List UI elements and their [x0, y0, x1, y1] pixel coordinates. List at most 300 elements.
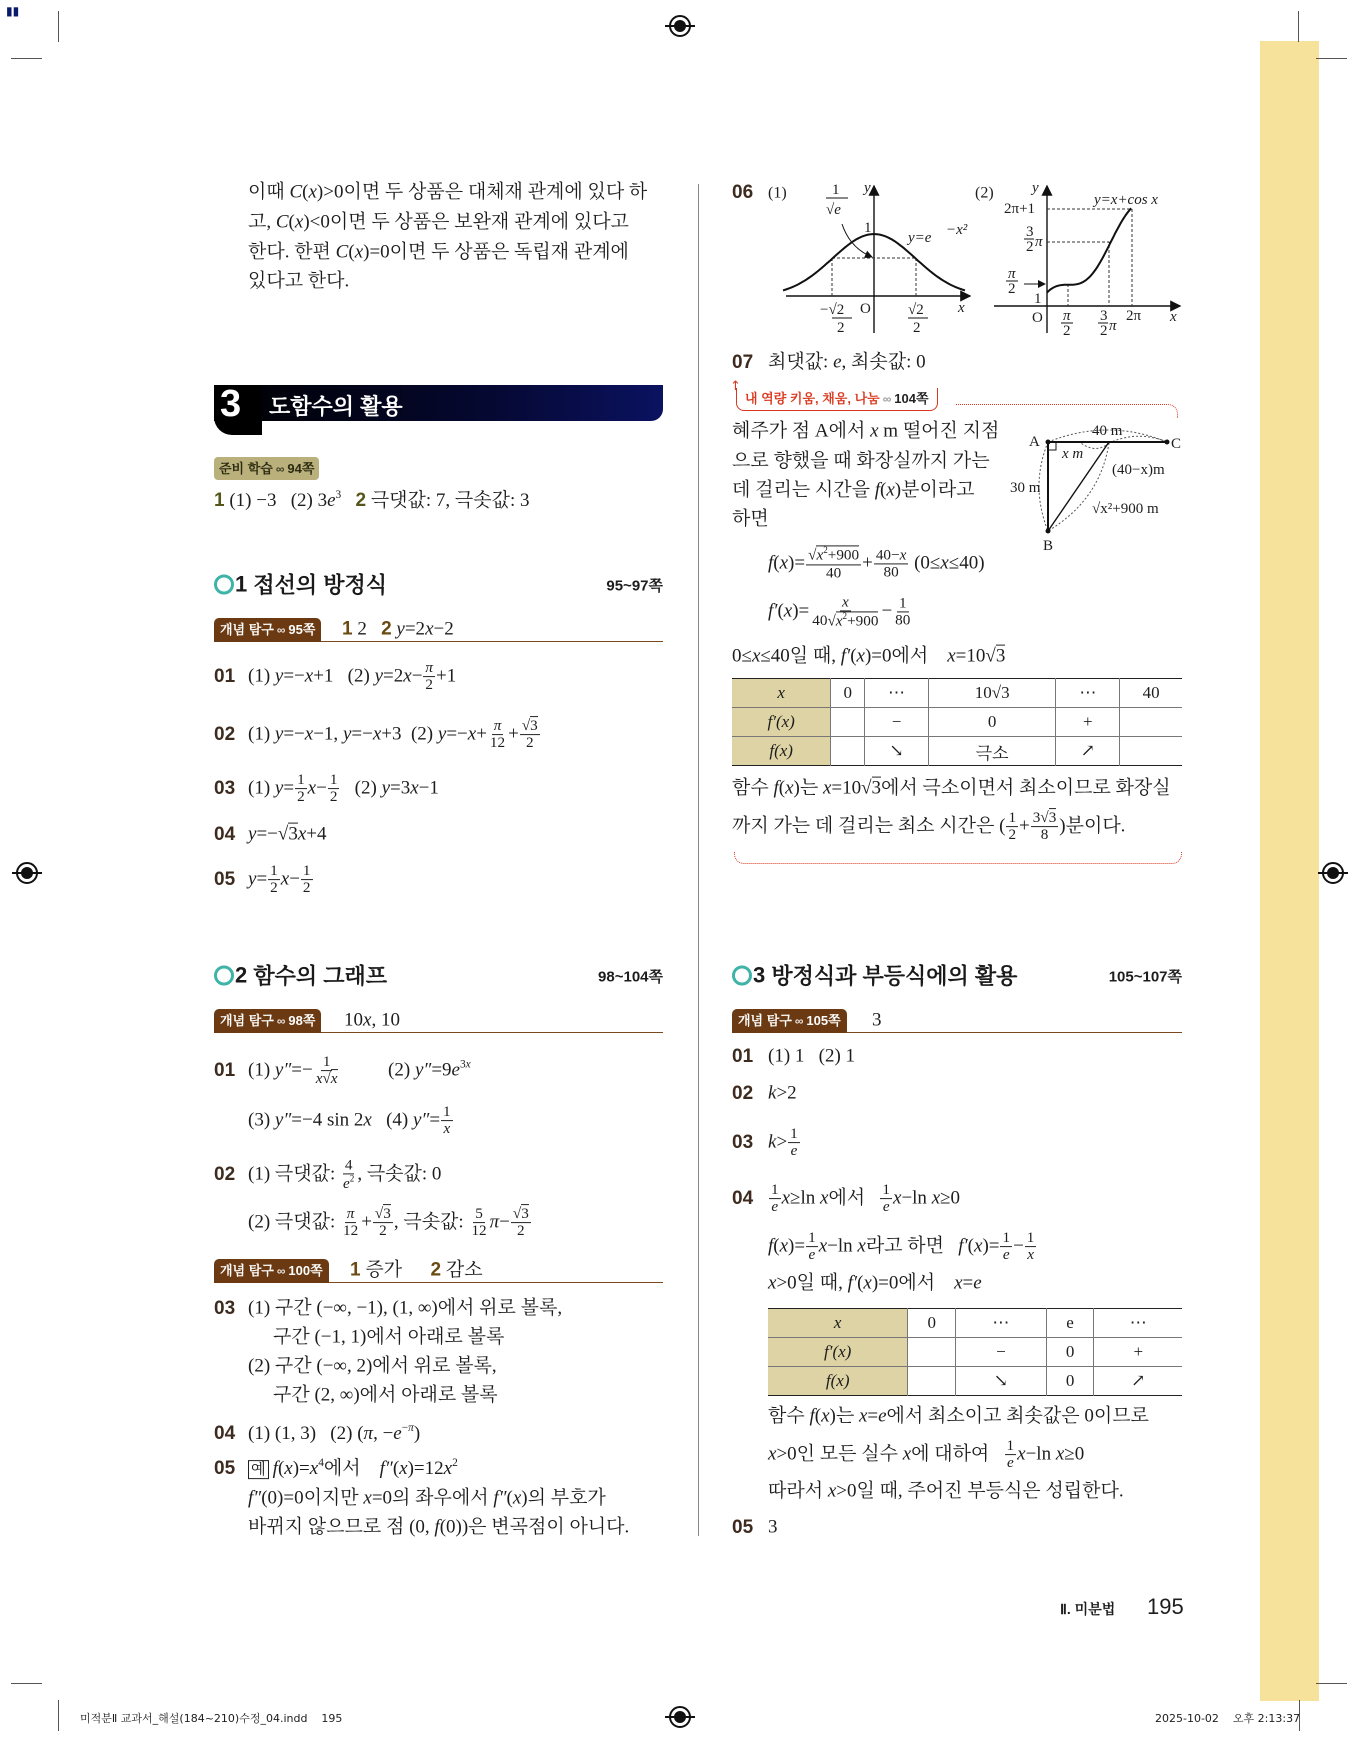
- section-heading: 1 접선의 방정식: [214, 569, 387, 600]
- math-text: 1: [1008, 809, 1017, 827]
- table-row: [768, 1338, 1182, 1367]
- svg-text:3: 3: [1100, 308, 1108, 324]
- item-answer: [248, 1157, 441, 1192]
- math-variable: e: [1006, 1454, 1014, 1472]
- math-text: (: [777, 600, 784, 622]
- circle-icon: [732, 965, 752, 985]
- math-text: +: [862, 552, 873, 574]
- math-variable: x: [315, 1070, 323, 1088]
- math-text: 1: [1006, 1437, 1015, 1455]
- math-variable: y: [342, 723, 352, 745]
- chapter-title: 도함수의 활용: [269, 394, 403, 419]
- table-cell: f(x): [768, 1367, 908, 1396]
- math-text: =: [962, 1272, 974, 1294]
- item-answer: [248, 1517, 629, 1540]
- problem-line: [732, 509, 769, 532]
- svg-text:2: 2: [1100, 323, 1108, 339]
- numerator: [1000, 1230, 1012, 1247]
- math-variable: x: [954, 1272, 963, 1294]
- numerator: [840, 594, 851, 611]
- math-variable: y: [248, 823, 257, 845]
- concept-badge: 개념 탐구 ∞ 98쪽: [214, 1009, 321, 1033]
- radicand: [288, 823, 298, 845]
- square-root: [861, 777, 881, 799]
- math-variable: x: [858, 1405, 868, 1427]
- math-text: 4: [344, 1156, 353, 1174]
- denominator: [881, 1200, 892, 1216]
- square-root: [827, 611, 878, 629]
- fraction: [488, 718, 507, 752]
- table-cell: ↘: [865, 737, 929, 766]
- math-text: 2: [452, 1457, 458, 1470]
- graph-gaussian: [780, 180, 980, 340]
- math-text: )=: [788, 552, 806, 574]
- math-text: 함수: [768, 1405, 810, 1427]
- math-text: (1) 극댓값:: [248, 1163, 340, 1185]
- item-number: 03: [732, 1132, 754, 1153]
- denominator: [488, 736, 507, 752]
- math-text: 2: [349, 1173, 355, 1184]
- math-variable: x: [403, 665, 412, 687]
- numerator: [874, 547, 909, 564]
- fraction: [295, 772, 307, 806]
- svg-text:π: π: [1063, 308, 1071, 324]
- math-text: =: [256, 868, 268, 890]
- problem-line: [732, 451, 990, 474]
- math-text: =10: [831, 777, 862, 799]
- math-text: 1: [297, 771, 305, 789]
- svg-text:2: 2: [913, 320, 921, 336]
- denominator: [328, 790, 340, 806]
- table-cell: [831, 708, 865, 737]
- math-text: =−: [283, 665, 305, 687]
- boost-box-bottom: [734, 852, 1182, 864]
- math-text: (3): [248, 1109, 275, 1131]
- math-text: , −: [373, 1423, 394, 1445]
- table-cell: f′(x): [768, 1338, 908, 1367]
- math-variable: f: [434, 1516, 440, 1538]
- math-variable: y: [374, 665, 384, 687]
- equation-f: [768, 1230, 1037, 1264]
- math-text: (: [778, 777, 786, 799]
- math-variable: f″: [379, 1458, 393, 1480]
- math-variable: x: [294, 211, 304, 233]
- math-text: ): [413, 1423, 421, 1445]
- math-text: (0))은 변곡점이 아니다.: [439, 1516, 630, 1538]
- numerator: [788, 1126, 800, 1143]
- curve-exponent: −x²: [946, 222, 968, 238]
- math-variable: y: [381, 777, 390, 799]
- math-variable: y: [437, 723, 447, 745]
- math-text: 3: [530, 717, 538, 735]
- math-text: +1: [436, 665, 457, 687]
- table-row: [732, 679, 1182, 708]
- math-variable: x: [902, 1443, 912, 1465]
- svg-text:2: 2: [1008, 281, 1016, 297]
- math-text: (: [857, 1272, 864, 1294]
- math-text: 3: [288, 823, 298, 845]
- table-cell: ⋯: [1094, 1309, 1182, 1338]
- math-text: 40−: [875, 546, 900, 564]
- item-answer: [248, 660, 456, 694]
- tick-2pi: 2π: [1126, 308, 1142, 324]
- math-text: )의 부호가: [521, 1487, 606, 1509]
- item-number: 01: [214, 1060, 236, 1081]
- graph-x-plus-cos: [990, 180, 1185, 340]
- math-text: (: [302, 181, 309, 203]
- math-text: −2: [433, 618, 454, 640]
- superscript: [452, 1457, 458, 1469]
- item-number: 02: [214, 1164, 236, 1185]
- table-cell: 0: [1046, 1338, 1094, 1367]
- math-variable: x: [947, 645, 956, 667]
- math-text: (: [967, 1235, 974, 1257]
- square-root: [985, 645, 1005, 667]
- table-cell: 0: [1046, 1367, 1094, 1396]
- math-text: 1: [322, 1053, 331, 1071]
- math-text: 2: [1008, 826, 1017, 844]
- numerator: [295, 772, 307, 789]
- math-variable: x: [330, 1070, 338, 1088]
- math-text: 1: [302, 862, 311, 880]
- link-icon: ∞: [275, 462, 285, 476]
- math-variable: π: [425, 659, 434, 677]
- math-text: 80: [895, 611, 911, 629]
- table-cell: x: [768, 1309, 908, 1338]
- crop-mark: [11, 1683, 42, 1684]
- registration-mark-icon: [16, 862, 38, 884]
- origin-label: O: [860, 301, 871, 317]
- numerator: [373, 1206, 393, 1223]
- math-variable: π: [493, 717, 502, 735]
- math-text: (2): [340, 1059, 415, 1081]
- item-answer: [248, 1054, 471, 1088]
- math-text: )분이라고: [894, 479, 975, 501]
- math-text: 5: [475, 1205, 483, 1223]
- math-text: 3: [872, 1009, 882, 1031]
- table-cell: [908, 1367, 956, 1396]
- math-text: 1: [882, 1181, 890, 1199]
- table-row: [732, 708, 1182, 737]
- svg-text:B: B: [1043, 538, 1054, 554]
- side-color-strip: [1260, 41, 1319, 1701]
- math-variable: x: [886, 479, 895, 501]
- section-pages: 98~104쪽: [598, 968, 663, 986]
- math-variable: f: [809, 1405, 815, 1427]
- math-text: =−: [291, 1059, 313, 1081]
- math-text: 3: [995, 645, 1006, 667]
- tick-neg: −√2: [820, 302, 845, 318]
- math-text: )>0이면 두 상품은 대체재 관계에 있다 하: [316, 181, 648, 203]
- table-cell: [1120, 708, 1182, 737]
- denominator: [893, 613, 912, 629]
- math-variable: x: [841, 593, 849, 611]
- item-number: 03: [214, 1298, 236, 1319]
- math-text: 한다. 한편: [248, 241, 336, 263]
- table-cell: ↘: [956, 1367, 1047, 1396]
- svg-text:(40−x)m: (40−x)m: [1112, 462, 1165, 478]
- square-root: [278, 823, 298, 845]
- math-variable: f′: [840, 645, 851, 667]
- math-variable: e: [393, 1423, 402, 1445]
- table-cell: ↗: [1094, 1367, 1182, 1396]
- math-text: )분이다.: [1059, 815, 1126, 837]
- origin-label: O: [1032, 310, 1043, 326]
- math-text: 고,: [248, 211, 276, 233]
- math-variable: x: [779, 552, 789, 574]
- math-variable: x: [304, 723, 314, 745]
- item-answer: [248, 1457, 458, 1481]
- denominator: [524, 736, 536, 752]
- math-text: 3: [383, 1205, 391, 1223]
- math-variable: x: [857, 1235, 866, 1257]
- circle-icon: [214, 574, 234, 594]
- superscript: [350, 1174, 355, 1184]
- math-variable: x: [899, 546, 907, 564]
- math-text: 2: [425, 676, 433, 694]
- table-cell: 0: [929, 708, 1056, 737]
- item-number: 04: [214, 1423, 236, 1444]
- item-number: 01: [214, 666, 236, 687]
- conclusion-line: [732, 810, 1125, 844]
- math-text: (: [880, 479, 887, 501]
- math-variable: x: [308, 181, 317, 203]
- math-variable: π: [408, 1422, 414, 1435]
- denominator: [295, 790, 307, 806]
- table-cell: 0: [908, 1309, 956, 1338]
- fraction: [1005, 1438, 1017, 1472]
- numerator: [769, 1182, 781, 1199]
- problem-line: [732, 480, 975, 503]
- math-text: 1: [329, 771, 338, 789]
- intro-line: [248, 212, 629, 235]
- item-answer: [768, 1182, 960, 1216]
- math-text: −ln: [1025, 1443, 1056, 1465]
- item-number: 05: [214, 869, 236, 890]
- x-label: x: [958, 300, 965, 316]
- fraction: [423, 660, 435, 694]
- crop-mark: [1316, 1683, 1347, 1684]
- numerator: [301, 863, 313, 880]
- concept-badge: 개념 탐구 ∞ 100쪽: [214, 1259, 329, 1283]
- math-text: =−: [351, 723, 373, 745]
- item-answer: [248, 772, 439, 806]
- variation-table: [732, 678, 1182, 766]
- answer-number: 1: [214, 490, 225, 512]
- table-cell: +: [1094, 1338, 1182, 1367]
- math-variable: x: [870, 420, 879, 442]
- math-text: 12: [471, 1222, 487, 1240]
- table-cell: −: [956, 1338, 1047, 1367]
- item-number: 05: [732, 1517, 754, 1538]
- math-text: 1: [771, 1181, 779, 1199]
- item-answer: [768, 1517, 778, 1540]
- math-text: −: [289, 868, 300, 890]
- table-row: [768, 1367, 1182, 1396]
- math-text: +1 (2): [313, 665, 375, 687]
- numerator: [880, 1182, 892, 1199]
- item-number: 02: [732, 1083, 754, 1104]
- math-variable: x: [768, 1272, 777, 1294]
- fraction: [806, 1230, 818, 1264]
- radicand: [530, 716, 538, 734]
- item-number: 03: [214, 778, 236, 799]
- item-number: 02: [214, 724, 236, 745]
- equation-f-prime: [768, 594, 913, 629]
- math-text: 1: [443, 1103, 451, 1121]
- math-text: )=: [292, 1458, 310, 1480]
- square-root: [375, 1204, 391, 1222]
- math-variable: e: [833, 351, 842, 373]
- section-heading: 2 함수의 그래프: [214, 960, 387, 991]
- math-text: (1) −3 (2) 3: [224, 490, 328, 512]
- math-text: =2: [383, 665, 404, 687]
- item-answer: [248, 718, 541, 752]
- denominator: [1001, 1248, 1012, 1264]
- math-text: =−4 sin 2: [291, 1109, 364, 1131]
- math-text: 1: [270, 862, 278, 880]
- math-text: (: [288, 211, 295, 233]
- math-text: +: [508, 723, 519, 745]
- math-text: 극댓값: 7, 극솟값: 3: [366, 490, 530, 512]
- math-variable: x: [931, 1187, 941, 1209]
- math-variable: f: [272, 1458, 278, 1480]
- table-cell: [1120, 737, 1182, 766]
- math-variable: y″: [412, 1109, 430, 1131]
- part-label: (1): [768, 184, 787, 202]
- conclusion-line: [768, 1438, 1084, 1472]
- math-text: )<0이면 두 상품은 보완재 관계에 있다고: [303, 211, 629, 233]
- math-variable: x: [297, 823, 307, 845]
- math-text: 에서 최소이고 최솟값은 0이므로: [886, 1405, 1149, 1427]
- item-answer: [248, 1298, 562, 1321]
- math-variable: x: [1027, 1246, 1034, 1264]
- math-text: (1): [248, 1059, 275, 1081]
- math-variable: e: [882, 1198, 890, 1216]
- math-variable: x: [768, 1443, 777, 1465]
- math-variable: e: [1002, 1246, 1010, 1264]
- intro-line: [248, 182, 647, 205]
- math-text: (4): [371, 1109, 413, 1131]
- math-variable: π: [346, 1205, 355, 1223]
- math-text: =3: [390, 777, 411, 799]
- math-text: 까지 가는 데 걸리는 최소 시간은 (: [732, 815, 1006, 837]
- fraction: [810, 594, 880, 629]
- table-cell: −: [865, 708, 929, 737]
- math-text: )는: [793, 777, 823, 799]
- square-root: [522, 716, 538, 734]
- conclusion-line: [732, 778, 1171, 801]
- math-variable: x: [465, 1058, 471, 1071]
- item-answer: [248, 824, 326, 847]
- math-text: 최댓값:: [768, 351, 834, 373]
- square-root: [322, 1070, 337, 1088]
- crop-mark: [58, 1700, 59, 1731]
- math-variable: y: [274, 777, 284, 799]
- math-text: 40: [826, 564, 842, 582]
- svg-text:30 m: 30 m: [1010, 480, 1041, 496]
- numerator: [520, 718, 540, 735]
- math-text: 함수: [732, 777, 774, 799]
- fraction: [511, 1206, 531, 1240]
- item-answer: [768, 1126, 801, 1160]
- prep-page-ref: 94쪽: [287, 461, 315, 476]
- math-variable: x: [443, 1458, 453, 1480]
- condition-line: [768, 1273, 982, 1296]
- math-variable: y: [396, 618, 405, 640]
- link-icon: ∞: [276, 1264, 286, 1278]
- denominator: [377, 1224, 389, 1240]
- svg-text:π: π: [1109, 318, 1117, 334]
- numerator: [1006, 810, 1018, 827]
- math-text: 1: [1002, 1229, 1011, 1247]
- registration-mark-icon: [669, 1706, 691, 1728]
- radicand: [816, 546, 859, 564]
- math-variable: y″: [274, 1109, 292, 1131]
- fraction: [301, 863, 313, 897]
- math-variable: e: [973, 1272, 982, 1294]
- radicand: [836, 611, 879, 629]
- math-text: =10: [955, 645, 986, 667]
- math-text: )=: [982, 1235, 1000, 1257]
- math-text: 혜주가 점 A에서: [732, 420, 871, 442]
- svg-text:2: 2: [837, 320, 845, 336]
- math-text: =0의 좌우에서: [371, 1487, 494, 1509]
- numerator: [345, 1206, 357, 1223]
- math-text: 데 걸리는 시간을: [732, 479, 875, 501]
- print-timestamp: 2025-10-02 오후 2:13:37: [1155, 1712, 1301, 1725]
- math-text: )=0에서: [864, 645, 948, 667]
- denominator: [1025, 1248, 1036, 1264]
- math-variable: x: [467, 723, 477, 745]
- math-text: 라고 하면: [865, 1235, 959, 1257]
- math-text: −: [1013, 1235, 1024, 1257]
- math-variable: x: [284, 1458, 293, 1480]
- item-answer: [273, 1385, 498, 1408]
- math-text: +: [476, 723, 487, 745]
- boost-badge: 내 역량 키움, 채움, 나눔 ∞ 104쪽: [736, 388, 938, 411]
- table-cell: ↗: [1056, 737, 1120, 766]
- denominator: [810, 612, 880, 630]
- item-answer: [248, 1206, 532, 1240]
- math-text: +: [1019, 815, 1030, 837]
- fraction: [469, 1206, 488, 1240]
- math-text: 3: [335, 489, 342, 502]
- math-variable: f″: [493, 1487, 507, 1509]
- math-text: (1): [248, 723, 275, 745]
- math-variable: f″: [248, 1487, 262, 1509]
- intro-line: [248, 242, 629, 265]
- denominator: [1005, 1456, 1016, 1472]
- math-variable: x: [785, 777, 794, 799]
- math-text: ≥0: [1064, 1443, 1085, 1465]
- numerator: [328, 772, 340, 789]
- math-variable: x: [820, 1187, 829, 1209]
- math-text: 에서: [323, 1458, 380, 1480]
- item-answer: [248, 1356, 497, 1379]
- footer-chapter: Ⅱ. 미분법: [1060, 1601, 1116, 1617]
- math-variable: e: [808, 1246, 816, 1264]
- math-text: , 10: [371, 1009, 400, 1031]
- item-number: 05: [214, 1458, 236, 1479]
- math-text: 바뀌지 않으므로 점 (0,: [248, 1516, 435, 1538]
- math-text: )=: [792, 600, 810, 622]
- fraction: [441, 1104, 453, 1138]
- concept-answer: [350, 1260, 483, 1283]
- one-label: 1: [864, 220, 872, 236]
- math-text: )=0이면 두 상품은 독립재 관계에: [363, 241, 629, 263]
- item-number: 04: [732, 1188, 754, 1209]
